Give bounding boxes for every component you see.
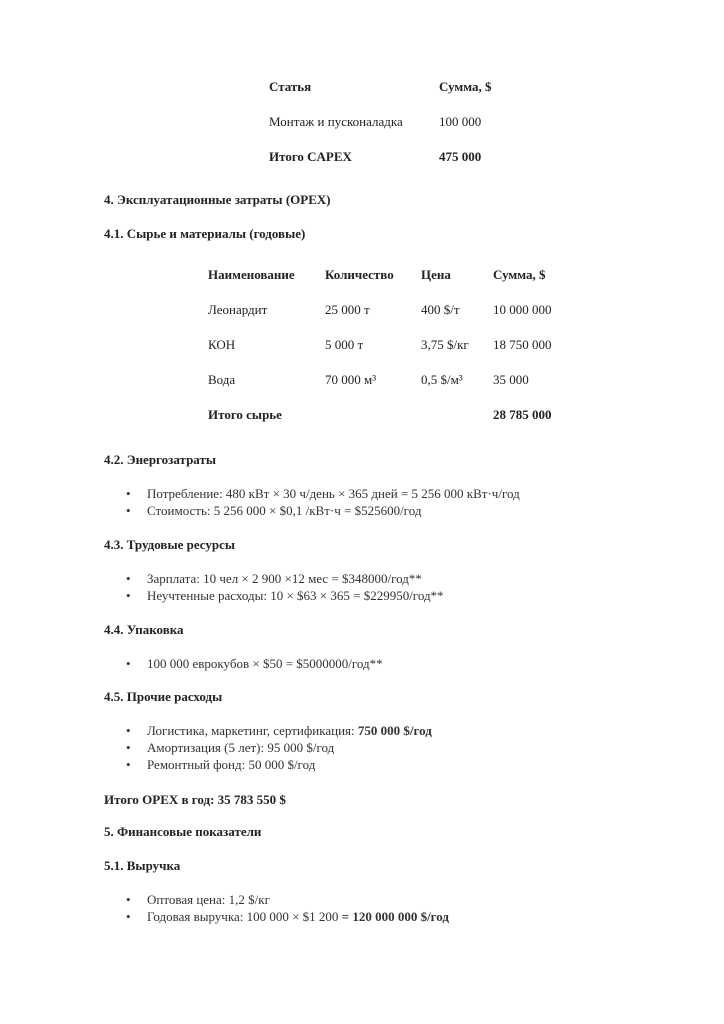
section-4-heading: 4. Эксплуатационные затраты (OPEX) [104,192,331,207]
capex-cell-item: Монтаж и пусконаладка [269,114,403,130]
capex-total-label: Итого CAPEX [269,149,352,165]
other-expenses-list [126,722,432,773]
table-row [269,105,519,140]
section-4-1-heading: 4.1. Сырье и материалы (годовые) [104,226,306,241]
bullet-icon: • [126,740,131,755]
bullet-icon: • [126,723,131,738]
section-4-3-heading: 4.3. Трудовые ресурсы [104,537,236,552]
materials-table-header [208,258,583,293]
packaging-list [126,655,383,672]
list-item: • Логистика, маркетинг, сертификация: 750 000 $/год [126,723,432,738]
table-cell: 3,75 $/кг [421,337,469,353]
materials-table [208,258,583,433]
bullet-icon: • [126,656,131,671]
capex-cell-sum: 100 000 [439,114,482,130]
table-cell: 400 $/т [421,302,460,318]
bullet-icon: • [126,892,131,907]
capex-table-header [269,70,519,105]
table-cell: КОН [208,337,236,353]
table-cell: 70 000 м³ [325,372,377,388]
table-cell: Вода [208,372,236,388]
capex-table [269,70,519,175]
table-cell: 18 750 000 [493,337,552,353]
list-item: • Зарплата: 10 чел × 2 900 ×12 мес = $348000/год** [126,571,422,586]
opex-total: Итого OPEX в год: 35 783 550 $ [104,792,286,807]
bullet-icon: • [126,757,131,772]
materials-header-name: Наименование [208,267,295,283]
table-row [208,328,583,363]
bullet-icon: • [126,503,131,518]
materials-total-value: 28 785 000 [493,407,552,423]
table-cell: 10 000 000 [493,302,552,318]
table-cell: 5 000 т [325,337,364,353]
capex-header-item: Статья [269,79,312,95]
table-cell: 35 000 [493,372,529,388]
list-item: • 100 000 еврокубов × $50 = $5000000/год** [126,656,383,671]
labor-list [126,570,444,604]
table-row [208,363,583,398]
section-5-1-heading: 5.1. Выручка [104,858,181,873]
materials-header-quantity: Количество [325,267,394,283]
list-item: • Неучтенные расходы: 10 × $63 × 365 = $229950/год** [126,588,444,603]
bullet-icon: • [126,571,131,586]
materials-header-price: Цена [421,267,451,283]
capex-header-sum: Сумма, $ [439,79,492,95]
capex-total-row [269,140,519,175]
table-cell: 25 000 т [325,302,370,318]
list-item: • Потребление: 480 кВт × 30 ч/день × 365 дней = 5 256 000 кВт·ч/год [126,486,520,501]
capex-total-value: 475 000 [439,149,482,165]
section-4-4-heading: 4.4. Упаковка [104,622,184,637]
bullet-icon: • [126,486,131,501]
table-row [208,293,583,328]
bullet-icon: • [126,588,131,603]
materials-total-label: Итого сырье [208,407,282,423]
materials-header-sum: Сумма, $ [493,267,546,283]
bullet-icon: • [126,909,131,924]
section-4-5-heading: 4.5. Прочие расходы [104,689,223,704]
list-item: • Амортизация (5 лет): 95 000 $/год [126,740,335,755]
list-item: • Стоимость: 5 256 000 × $0,1 /кВт·ч = $525600/год [126,503,422,518]
list-item: • Ремонтный фонд: 50 000 $/год [126,757,316,772]
list-item: • Годовая выручка: 100 000 × $1 200 = 120 000 000 $/год [126,909,449,924]
list-item: • Оптовая цена: 1,2 $/кг [126,892,270,907]
revenue-list [126,891,449,925]
materials-total-row [208,398,583,433]
table-cell: 0,5 $/м³ [421,372,463,388]
section-4-2-heading: 4.2. Энергозатраты [104,452,216,467]
energy-list [126,485,520,519]
table-cell: Леонардит [208,302,268,318]
section-5-heading: 5. Финансовые показатели [104,824,262,839]
